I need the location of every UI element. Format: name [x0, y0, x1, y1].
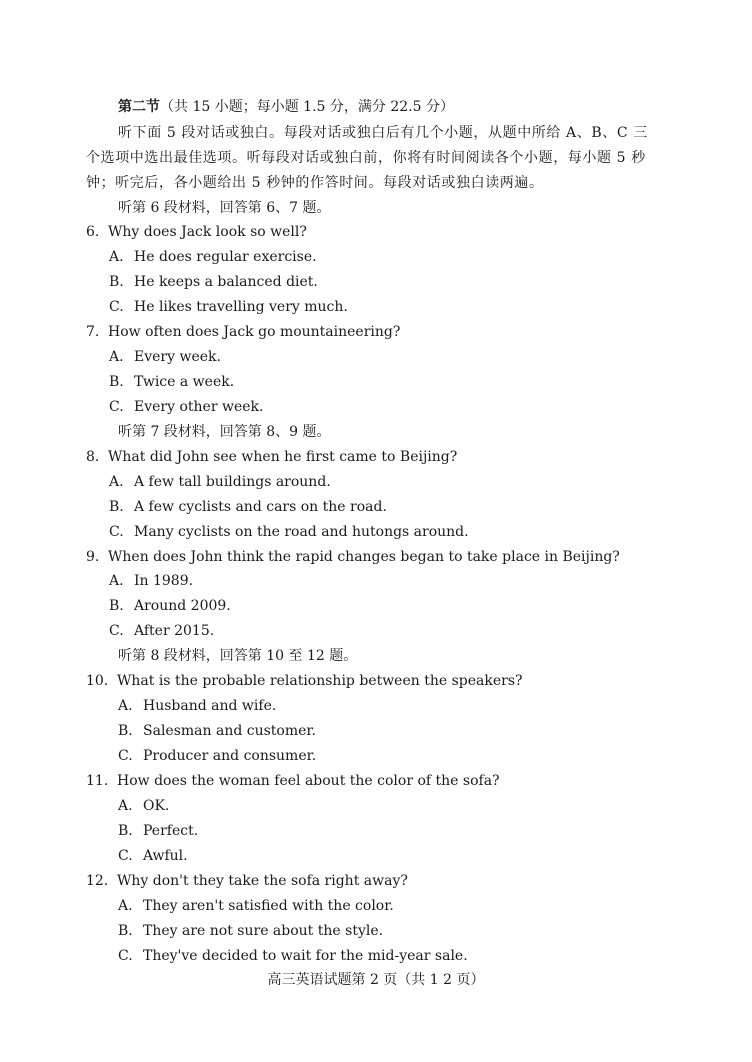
option-11a: A. OK.: [118, 798, 170, 814]
option-10c: C. Producer and consumer.: [118, 748, 317, 764]
directions-line-1: 听下面 5 段对话或独白。每段对话或独白后有几个小题，从题中所给 A、B、C 三: [118, 125, 648, 141]
option-10a: A. Husband and wife.: [118, 698, 277, 714]
option-8b: B. A few cyclists and cars on the road.: [109, 499, 387, 515]
question-12: [86, 872, 752, 890]
question-number: 7.: [86, 324, 100, 340]
question-text: How does the woman feel about the color of the sofa?: [117, 773, 500, 789]
section-heading: [118, 98, 752, 116]
option-8a: A. A few tall buildings around.: [109, 474, 331, 490]
option-6c: C. He likes travelling very much.: [109, 299, 348, 315]
question-number: 11.: [86, 773, 109, 789]
option-11b: B. Perfect.: [118, 823, 199, 839]
instruction-10-12: 听第 8 段材料，回答第 10 至 12 题。: [118, 648, 358, 664]
question-text: How often does Jack go mountaineering?: [108, 324, 401, 340]
question-6: [86, 223, 752, 241]
option-12b: B. They are not sure about the style.: [118, 923, 384, 939]
question-text: Why does Jack look so well?: [108, 224, 307, 240]
option-11c: C. Awful.: [118, 848, 188, 864]
directions-line-3: 钟；听完后，各小题给出 5 秒钟的作答时间。每段对话或独白读两遍。: [86, 175, 544, 191]
question-8: [86, 448, 752, 466]
instruction-8-9: 听第 7 段材料，回答第 8、9 题。: [118, 424, 331, 440]
instruction-6-7: 听第 6 段材料，回答第 6、7 题。: [118, 200, 331, 216]
option-9b: B. Around 2009.: [109, 598, 231, 614]
directions-line-2: 个选项中选出最佳选项。听每段对话或独白前，你将有时间阅读各个小题，每小题 5 秒: [86, 150, 646, 166]
option-9a: A. In 1989.: [109, 573, 194, 589]
option-12a: A. They aren't satisfied with the color.: [118, 898, 394, 914]
question-number: 12.: [86, 873, 109, 889]
question-10: [86, 672, 752, 690]
option-9c: C. After 2015.: [109, 623, 215, 639]
option-6a: A. He does regular exercise.: [109, 249, 317, 265]
question-11: [86, 772, 752, 790]
option-7c: C. Every other week.: [109, 399, 264, 415]
question-text: When does John think the rapid changes began to take place in Beijing?: [108, 549, 620, 565]
option-6b: B. He keeps a balanced diet.: [109, 274, 318, 290]
question-number: 6.: [86, 224, 100, 240]
option-8c: C. Many cyclists on the road and hutongs around.: [109, 524, 469, 540]
question-9: [86, 548, 752, 566]
question-7: [86, 323, 752, 341]
option-10b: B. Salesman and customer.: [118, 723, 317, 739]
option-7a: A. Every week.: [109, 349, 221, 365]
option-7b: B. Twice a week.: [109, 374, 235, 390]
question-number: 9.: [86, 549, 100, 565]
option-12c: C. They've decided to wait for the mid-year sale.: [118, 948, 468, 964]
question-text: What did John see when he first came to Beijing?: [108, 449, 458, 465]
page-footer: 高三英语试题第 2 页（共 1 2 页）: [267, 972, 485, 988]
section-title: 第二节: [118, 99, 160, 115]
question-text: Why don't they take the sofa right away?: [117, 873, 408, 889]
section-subtitle: （共 15 小题；每小题 1.5 分，满分 22.5 分）: [160, 99, 454, 115]
question-text: What is the probable relationship between the speakers?: [117, 673, 523, 689]
question-number: 8.: [86, 449, 100, 465]
question-number: 10.: [86, 673, 109, 689]
